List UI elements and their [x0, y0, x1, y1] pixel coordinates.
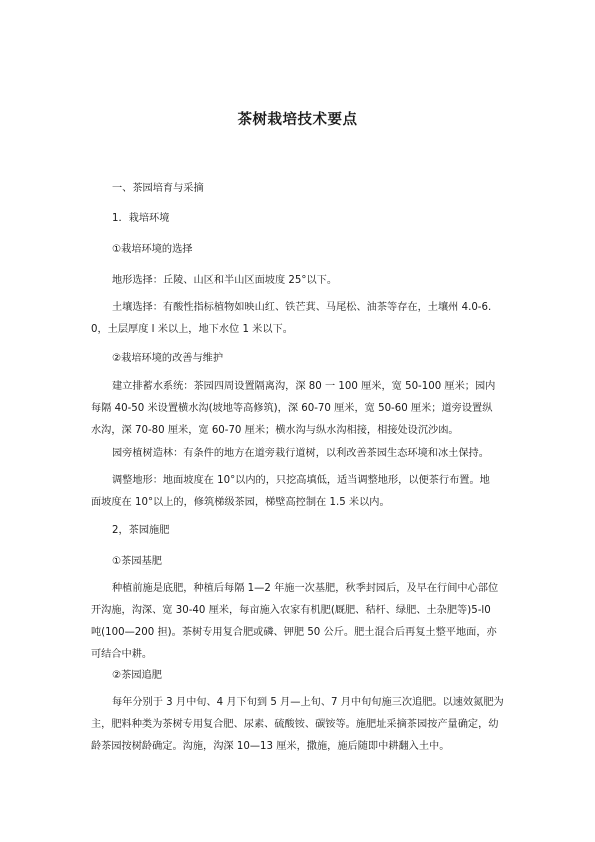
paragraph-line: 土壤选择：有酸性指标植物如映山红、铁芒萁、马尾松、油茶等存在，土壤州 4.0-6.: [112, 302, 492, 313]
item-heading: ①栽培环境的选择: [112, 244, 193, 255]
paragraph-line: 建立排蓄水系统：茶园四周设置隔离沟，深 80 一 100 厘米，宽 50-100 厘米；园内: [112, 381, 496, 392]
paragraph-line: 水沟，深 70-80 厘米，宽 60-70 厘米；横水沟与纵水沟相接，相接处设沉沙凼。: [91, 425, 459, 436]
paragraph-line: 0，土层厚度 l 米以上，地下水位 1 米以下。: [91, 324, 293, 335]
paragraph-line: 每年分别于 3 月中旬、4 月下旬到 5 月—上旬、7 月中旬旬施三次追肥。以速效氮肥为: [112, 697, 504, 708]
paragraph-base-fertilizer: [91, 578, 498, 666]
document-title: 茶树栽培技术要点: [237, 112, 358, 128]
paragraph-soil: [91, 297, 491, 341]
paragraph-line: 主，肥料种类为茶树专用复合肥、尿素、硫酸铵、碳铵等。施肥址采摘茶园按产量确定，幼: [91, 719, 499, 730]
paragraph-line: 吨(100—200 担)。茶树专用复合肥或磷、钾肥 50 公斤。肥土混合后再复土整平地面，亦: [91, 627, 497, 638]
paragraph-line: 种植前施是底肥，种植后每隔 1—2 年施一次基肥，秋季封园后，及早在行间中心部位: [112, 583, 499, 594]
paragraph-trees: 园旁植树造林：有条件的地方在道旁栽行道树，以利改善茶园生态环境和冰土保持。: [112, 448, 489, 459]
paragraph-line: 龄茶园按树龄确定。沟施，沟深 10—13 厘米，撒施，施后随即中耕翻入土中。: [91, 741, 450, 752]
item-heading: ②茶园追肥: [112, 670, 162, 681]
paragraph-line: 每隔 40-50 米设置横水沟(坡地等高修筑)，深 60-70 厘米，宽 50-60 厘米；道旁设置纵: [91, 403, 493, 414]
paragraph-line: 可结合中耕。: [91, 649, 153, 660]
paragraph-top-fertilizer: [91, 692, 504, 758]
paragraph-drainage: [91, 376, 495, 442]
paragraph-slope: [91, 470, 490, 514]
subsection-heading: 1．栽培环境: [112, 213, 170, 224]
paragraph-line: 调整地形：地面坡度在 10°以内的，只挖高填低，适当调整地形，以便茶行布置。地: [112, 475, 490, 486]
paragraph-line: 面坡度在 10°以上的，修筑梯级茶园，梯壁高控制在 1.5 米以内。: [91, 497, 390, 508]
paragraph-line: 开沟施，沟深、宽 30-40 厘米，每亩施入农家有机肥(厩肥、秸杆、绿肥、土杂肥等)5-l0: [91, 605, 491, 616]
item-heading: ①茶园基肥: [112, 556, 162, 567]
paragraph-terrain: 地形选择：丘陵、山区和半山区面坡度 25°以下。: [112, 275, 338, 286]
subsection-heading: 2，茶园施肥: [112, 525, 170, 536]
section-heading: 一、茶园培育与采摘: [112, 183, 204, 194]
item-heading: ②栽培环境的改善与维护: [112, 353, 224, 364]
